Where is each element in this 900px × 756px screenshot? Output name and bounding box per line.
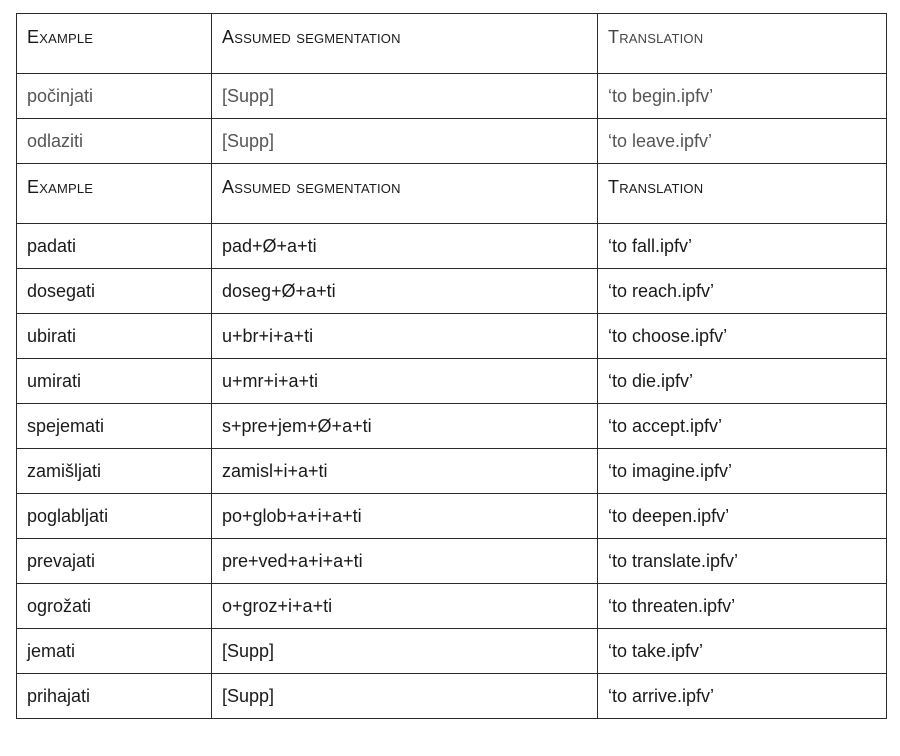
segmentation-cell: pad+Ø+a+ti: [212, 224, 598, 269]
segmentation-cell: u+mr+i+a+ti: [212, 359, 598, 404]
table-row: [17, 494, 887, 539]
header-example: Example: [17, 14, 212, 74]
table-row: [17, 449, 887, 494]
table-row: [17, 119, 887, 164]
segmentation-cell: [Supp]: [212, 629, 598, 674]
example-cell: jemati: [17, 629, 212, 674]
example-cell: prihajati: [17, 674, 212, 719]
translation-cell: ‘to choose.ipfv’: [598, 314, 887, 359]
segmentation-cell: s+pre+jem+Ø+a+ti: [212, 404, 598, 449]
translation-cell: ‘to reach.ipfv’: [598, 269, 887, 314]
example-cell: odlaziti: [17, 119, 212, 164]
header-segmentation: Assumed segmentation: [212, 164, 598, 224]
table-row: [17, 539, 887, 584]
example-cell: ubirati: [17, 314, 212, 359]
table-row: [17, 74, 887, 119]
translation-cell: ‘to die.ipfv’: [598, 359, 887, 404]
segmentation-cell: o+groz+i+a+ti: [212, 584, 598, 629]
example-cell: počinjati: [17, 74, 212, 119]
translation-cell: ‘to deepen.ipfv’: [598, 494, 887, 539]
segmentation-cell: u+br+i+a+ti: [212, 314, 598, 359]
example-cell: prevajati: [17, 539, 212, 584]
translation-cell: ‘to take.ipfv’: [598, 629, 887, 674]
segmentation-cell: po+glob+a+i+a+ti: [212, 494, 598, 539]
header-translation: Translation: [598, 14, 887, 74]
example-cell: padati: [17, 224, 212, 269]
translation-cell: ‘to accept.ipfv’: [598, 404, 887, 449]
translation-cell: ‘to arrive.ipfv’: [598, 674, 887, 719]
header-example: Example: [17, 164, 212, 224]
table-row: [17, 629, 887, 674]
table-row: [17, 674, 887, 719]
translation-cell: ‘to threaten.ipfv’: [598, 584, 887, 629]
translation-cell: ‘to translate.ipfv’: [598, 539, 887, 584]
segmentation-cell: zamisl+i+a+ti: [212, 449, 598, 494]
translation-cell: ‘to fall.ipfv’: [598, 224, 887, 269]
translation-cell: ‘to leave.ipfv’: [598, 119, 887, 164]
header-segmentation: Assumed segmentation: [212, 14, 598, 74]
table-row: [17, 314, 887, 359]
example-cell: poglabljati: [17, 494, 212, 539]
gloss-table: [16, 13, 887, 719]
table-row: [17, 359, 887, 404]
example-cell: umirati: [17, 359, 212, 404]
table-row: [17, 224, 887, 269]
segmentation-cell: [Supp]: [212, 74, 598, 119]
table-row: [17, 404, 887, 449]
translation-cell: ‘to imagine.ipfv’: [598, 449, 887, 494]
table-row: [17, 584, 887, 629]
translation-cell: ‘to begin.ipfv’: [598, 74, 887, 119]
example-cell: spejemati: [17, 404, 212, 449]
segmentation-cell: [Supp]: [212, 674, 598, 719]
segmentation-cell: pre+ved+a+i+a+ti: [212, 539, 598, 584]
gloss-table-body: [17, 14, 887, 719]
segmentation-cell: doseg+Ø+a+ti: [212, 269, 598, 314]
table-row: [17, 269, 887, 314]
example-cell: dosegati: [17, 269, 212, 314]
segmentation-cell: [Supp]: [212, 119, 598, 164]
header-translation: Translation: [598, 164, 887, 224]
example-cell: zamišljati: [17, 449, 212, 494]
example-cell: ogrožati: [17, 584, 212, 629]
header-row: [17, 14, 887, 74]
header-row: [17, 164, 887, 224]
